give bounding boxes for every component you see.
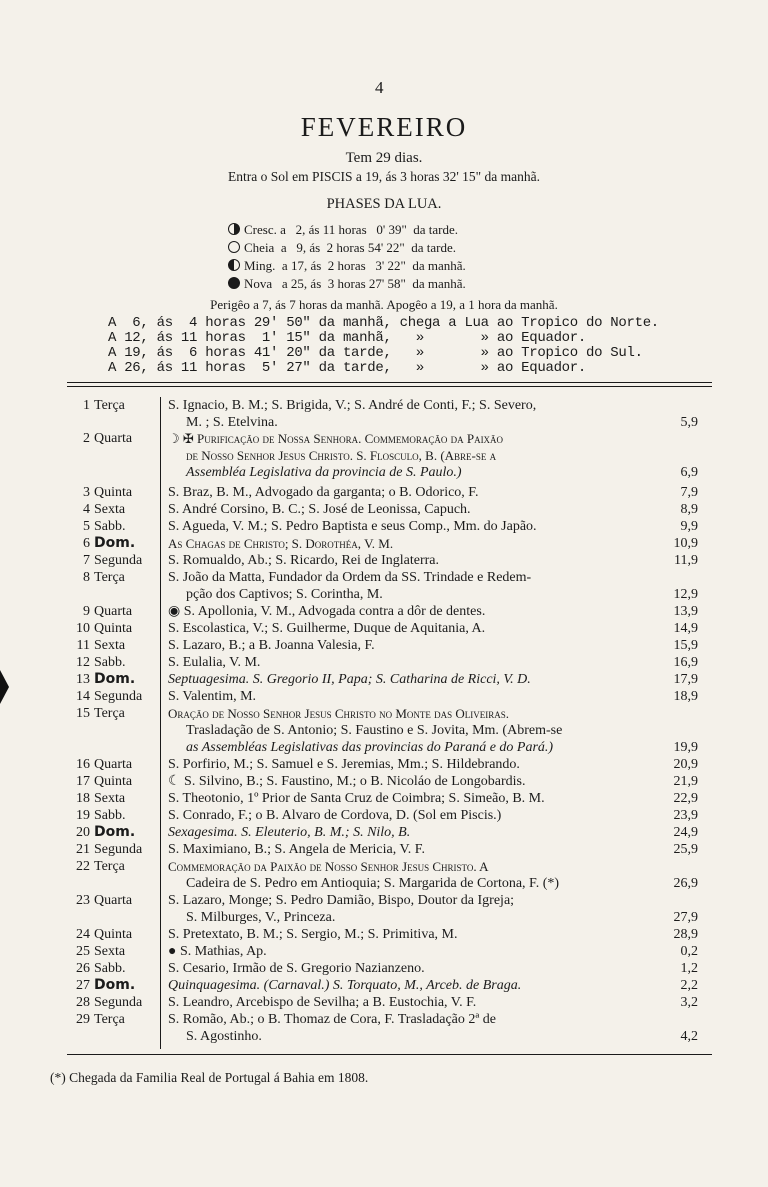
saints-text: [168, 688, 648, 705]
moon-age-value: 3,2: [680, 995, 698, 1010]
phases-title: PHASES DA LUA.: [326, 196, 442, 212]
day-number: 4: [83, 502, 90, 517]
saints-text: [168, 501, 648, 518]
day-number: 25: [76, 944, 90, 959]
saints-line: de Nosso Senhor Jesus Christo. S. Flosculo, B. (Abre-se a: [186, 448, 497, 463]
day-number: 11: [76, 638, 90, 653]
saints-text: [168, 892, 648, 926]
saints-line: Cadeira de S. Pedro em Antioquia; S. Margarida de Cortona, F. (*): [186, 876, 560, 891]
weekday: Quinta: [94, 621, 133, 636]
day-number: 28: [76, 995, 90, 1010]
saints-text: [168, 620, 648, 637]
saints-text: [168, 773, 648, 790]
saints-text: [168, 484, 648, 501]
day-number: 13: [76, 672, 90, 687]
saints-text: [168, 790, 648, 807]
saints-line: S. Conrado, F.; o B. Alvaro de Cordova, D. (Sol em Piscis.): [168, 808, 502, 823]
day-number: 19: [76, 808, 90, 823]
moon-phase-text: Ming. a 17, ás 2 horas 3' 22" da manhã.: [244, 258, 466, 273]
saints-text: [168, 637, 648, 654]
saints-text: [168, 824, 648, 841]
saints-line: S. Cesario, Irmão de S. Gregorio Nazianzeno.: [168, 961, 425, 976]
moon-age-value: 26,9: [673, 876, 698, 891]
saints-line: S. Lazaro, Monge; S. Pedro Damião, Bispo, Doutor da Igreja;: [168, 893, 515, 908]
weekday: Segunda: [94, 995, 143, 1010]
saints-line: S. Romualdo, Ab.; S. Ricardo, Rei de Inglaterra.: [168, 553, 440, 568]
full-moon-icon: [228, 241, 240, 253]
weekday: Sabb.: [94, 655, 126, 670]
saints-line: S. Valentim, M.: [168, 689, 257, 704]
saints-line: Quinquagesima. (Carnaval.) S. Torquato, M., Arceb. de Braga.: [168, 978, 522, 993]
saints-line: Septuagesima. S. Gregorio II, Papa; S. Catharina de Ricci, V. D.: [168, 672, 531, 687]
weekday: Dom.: [94, 824, 136, 840]
day-number: 22: [76, 859, 90, 874]
saints-text: [168, 603, 648, 620]
saints-line: ◉ S. Apollonia, V. M., Advogada contra a dôr de dentes.: [168, 604, 486, 619]
day-number: 20: [76, 825, 90, 840]
saints-text: [168, 756, 648, 773]
moon-age-value: 1,2: [680, 961, 698, 976]
days-count: Tem 29 dias.: [345, 150, 423, 166]
day-number: 29: [76, 1012, 90, 1027]
day-number: 3: [83, 485, 90, 500]
weekday: Quarta: [94, 757, 133, 772]
moon-age-value: 21,9: [673, 774, 698, 789]
saints-text: [168, 552, 648, 569]
moon-age-value: 27,9: [673, 910, 698, 925]
saints-line: as Assembléas Legislativas das provincias do Paraná e do Pará.): [186, 740, 554, 755]
saints-line: S. Eulalia, V. M.: [168, 655, 261, 670]
footnote: (*) Chegada da Familia Real de Portugal á Bahia em 1808.: [50, 1070, 369, 1085]
day-number: 18: [76, 791, 90, 806]
saints-text: [168, 807, 648, 824]
weekday: Segunda: [94, 689, 143, 704]
weekday: Dom.: [94, 535, 136, 551]
weekday: Sexta: [94, 638, 126, 653]
saints-line: S. Leandro, Arcebispo de Sevilha; a B. Eustochia, V. F.: [168, 995, 477, 1010]
saints-line: pção dos Captivos; S. Corintha, M.: [186, 587, 383, 602]
saints-text: [168, 654, 648, 671]
weekday: Sexta: [94, 791, 126, 806]
page-number: 4: [375, 78, 384, 97]
day-number: 7: [83, 553, 90, 568]
moon-age-value: 5,9: [680, 415, 698, 430]
day-number: 6: [83, 536, 90, 551]
moon-age-value: 24,9: [673, 825, 698, 840]
day-number: 24: [76, 927, 90, 942]
tropic-line: A 6, ás 4 horas 29' 50" da manhã, chega a Lua ao Tropico do Norte.: [108, 315, 659, 331]
moon-age-value: 28,9: [673, 927, 698, 942]
saints-line: S. André Corsino, B. C.; S. José de Leonissa, Capuch.: [168, 502, 471, 517]
moon-phase-text: Cheia a 9, ás 2 horas 54' 22" da tarde.: [244, 240, 456, 255]
saints-line: S. Maximiano, B.; S. Angela de Mericia, V. F.: [168, 842, 425, 857]
moon-age-value: 16,9: [673, 655, 698, 670]
table-top-rule-inner: [67, 386, 712, 387]
saints-line: ☽ ✠ Purificação de Nossa Senhora. Commemoração da Paixão: [168, 431, 504, 446]
saints-line: S. João da Matta, Fundador da Ordem da SS. Trindade e Redem-: [168, 570, 532, 585]
day-number: 9: [83, 604, 90, 619]
moon-age-value: 9,9: [680, 519, 698, 534]
saints-line: S. Pretextato, B. M.; S. Sergio, M.; S. Primitiva, M.: [168, 927, 458, 942]
saints-text: [168, 943, 648, 960]
saints-text: [168, 397, 648, 431]
tropic-line: A 26, ás 11 horas 5' 27" da tarde, » » ao Equador.: [108, 360, 586, 376]
moon-age-value: 23,9: [673, 808, 698, 823]
weekday: Segunda: [94, 553, 143, 568]
moon-phase-text: Nova a 25, ás 3 horas 27' 58" da manhã.: [244, 276, 466, 291]
day-number: 1: [83, 398, 90, 413]
day-number: 14: [76, 689, 90, 704]
weekday: Terça: [94, 398, 125, 413]
day-number: 26: [76, 961, 90, 976]
tropic-line: A 12, ás 11 horas 1' 15" da manhã, » » ao Equador.: [108, 330, 586, 346]
table-column-rule: [160, 397, 161, 1049]
day-number: 15: [76, 706, 90, 721]
weekday: Quarta: [94, 604, 133, 619]
day-number: 21: [76, 842, 90, 857]
weekday: Terça: [94, 570, 125, 585]
saints-line: S. Lazaro, B.; a B. Joanna Valesia, F.: [168, 638, 375, 653]
weekday: Dom.: [94, 671, 136, 687]
moon-age-value: 14,9: [673, 621, 698, 636]
day-number: 23: [76, 893, 90, 908]
moon-age-value: 17,9: [673, 672, 698, 687]
day-number: 16: [76, 757, 90, 772]
moon-age-value: 7,9: [680, 485, 698, 500]
moon-age-value: 13,9: [673, 604, 698, 619]
weekday: Segunda: [94, 842, 143, 857]
saints-text: [168, 671, 648, 688]
month-title: FEVEREIRO: [300, 112, 468, 142]
day-number: 5: [83, 519, 90, 534]
sun-entry: Entra o Sol em PISCIS a 19, ás 3 horas 32' 15" da manhã.: [227, 169, 541, 184]
table-bottom-rule: [67, 1054, 712, 1055]
saints-line: S. Escolastica, V.; S. Guilherme, Duque de Aquitania, A.: [168, 621, 486, 636]
moon-age-value: 2,2: [680, 978, 698, 993]
weekday: Sabb.: [94, 808, 126, 823]
saints-text: [168, 430, 648, 481]
saints-text: [168, 535, 648, 552]
day-number: 2: [83, 431, 90, 446]
saints-line: Oração de Nosso Senhor Jesus Christo no Monte das Oliveiras.: [168, 706, 510, 721]
moon-age-value: 19,9: [673, 740, 698, 755]
saints-line: As Chagas de Christo; S. Dorothéa, V. M.: [168, 536, 394, 551]
weekday: Quinta: [94, 927, 133, 942]
saints-text: [168, 960, 648, 977]
saints-text: [168, 1011, 648, 1045]
saints-line: S. Braz, B. M., Advogado da garganta; o B. Odorico, F.: [168, 485, 479, 500]
saints-text: [168, 569, 648, 603]
saints-text: [168, 977, 648, 994]
table-top-rule: [67, 382, 712, 383]
day-number: 12: [76, 655, 90, 670]
moon-age-value: 6,9: [680, 465, 698, 480]
moon-age-value: 10,9: [673, 536, 698, 551]
moon-age-value: 0,2: [680, 944, 698, 959]
perigee-line: Perigêo a 7, ás 7 horas da manhã. Apogêo a 19, a 1 hora da manhã.: [210, 297, 558, 312]
saints-line: M. ; S. Etelvina.: [186, 415, 278, 430]
saints-line: S. Theotonio, 1º Prior de Santa Cruz de Coimbra; S. Simeão, B. M.: [168, 791, 545, 806]
weekday: Quinta: [94, 774, 133, 789]
moon-age-value: 8,9: [680, 502, 698, 517]
saints-line: S. Agostinho.: [186, 1029, 262, 1044]
saints-line: S. Ignacio, B. M.; S. Brigida, V.; S. André de Conti, F.; S. Severo,: [168, 398, 537, 413]
saints-text: [168, 858, 648, 892]
weekday: Quarta: [94, 431, 133, 446]
weekday: Terça: [94, 1012, 125, 1027]
saints-line: ☾ S. Silvino, B.; S. Faustino, M.; o B. Nicoláo de Longobardis.: [168, 774, 526, 789]
weekday: Sabb.: [94, 961, 126, 976]
crescent-moon-icon: [228, 223, 240, 235]
moon-age-value: 25,9: [673, 842, 698, 857]
saints-text: [168, 705, 648, 756]
day-number: 17: [76, 774, 90, 789]
weekday: Quarta: [94, 893, 133, 908]
moon-age-value: 15,9: [673, 638, 698, 653]
weekday: Sexta: [94, 944, 126, 959]
saints-line: Trasladação de S. Antonio; S. Faustino e S. Jovita, Mm. (Abrem-se: [186, 723, 563, 738]
saints-line: S. Romão, Ab.; o B. Thomaz de Cora, F. Trasladação 2ª de: [168, 1012, 496, 1027]
weekday: Sabb.: [94, 519, 126, 534]
moon-phase-text: Cresc. a 2, ás 11 horas 0' 39" da tarde.: [244, 222, 459, 237]
weekday: Dom.: [94, 977, 136, 993]
new-moon-icon: [228, 277, 240, 289]
saints-line: S. Porfirio, M.; S. Samuel e S. Jeremias, Mm.; S. Hildebrando.: [168, 757, 520, 772]
moon-age-value: 18,9: [673, 689, 698, 704]
day-number: 27: [76, 978, 90, 993]
moon-age-value: 22,9: [673, 791, 698, 806]
saints-line: ● S. Mathias, Ap.: [168, 944, 267, 959]
saints-line: S. Milburges, V., Princeza.: [186, 910, 336, 925]
saints-line: S. Agueda, V. M.; S. Pedro Baptista e seus Comp., Mm. do Japão.: [168, 519, 537, 534]
moon-phase-line: [228, 276, 466, 292]
moon-age-value: 12,9: [673, 587, 698, 602]
saints-text: [168, 841, 648, 858]
saints-line: Commemoração da Paixão de Nosso Senhor Jesus Christo. A: [168, 859, 489, 874]
tropic-line: A 19, ás 6 horas 41' 20" da tarde, » » ao Tropico do Sul.: [108, 345, 643, 361]
saints-text: [168, 994, 648, 1011]
moon-age-value: 11,9: [674, 553, 698, 568]
day-number: 8: [83, 570, 90, 585]
moon-phase-line: [228, 258, 466, 274]
moon-phase-line: [228, 222, 458, 238]
weekday: Quinta: [94, 485, 133, 500]
saints-line: Assembléa Legislativa da provincia de S. Paulo.): [186, 465, 462, 480]
waning-moon-icon: [228, 259, 240, 271]
moon-age-value: 20,9: [673, 757, 698, 772]
weekday: Terça: [94, 706, 125, 721]
saints-text: [168, 926, 648, 943]
saints-text: [168, 518, 648, 535]
day-number: 10: [76, 621, 90, 636]
weekday: Sexta: [94, 502, 126, 517]
saints-line: Sexagesima. S. Eleuterio, B. M.; S. Nilo, B.: [168, 825, 411, 840]
moon-age-value: 4,2: [680, 1029, 698, 1044]
moon-phase-line: [228, 240, 456, 256]
weekday: Terça: [94, 859, 125, 874]
page-edge-mark: [0, 670, 9, 704]
